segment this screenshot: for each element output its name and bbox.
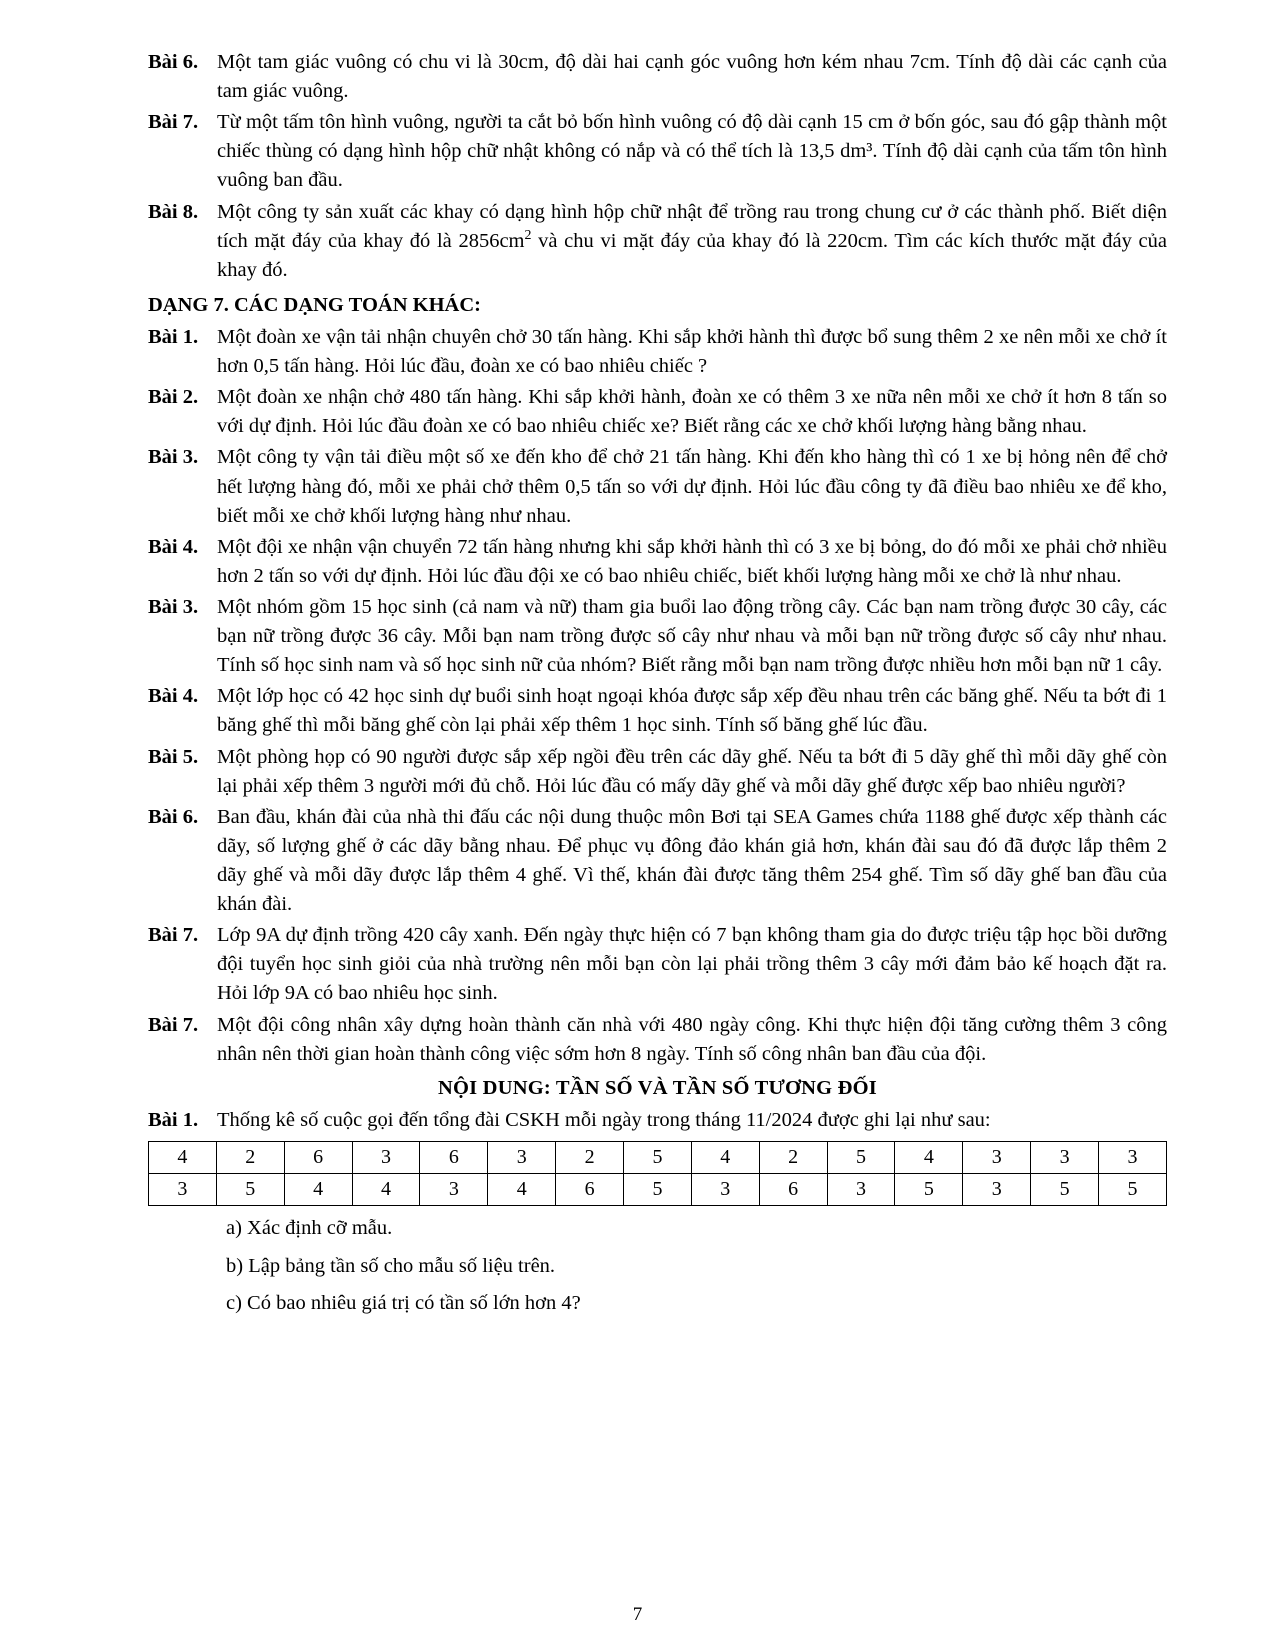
problem-label: Bài 5. xyxy=(148,745,199,768)
problem-item xyxy=(148,921,1167,1008)
problem-text: Thống kê số cuộc gọi đến tổng đài CSKH mỗi ngày trong tháng 11/2024 được ghi lại như sau: xyxy=(217,1108,991,1131)
problem-text: Từ một tấm tôn hình vuông, người ta cắt bỏ bốn hình vuông có độ dài cạnh 15 cm ở bốn góc, sau đó gập thành một chiếc thùng có dạng hình hộp chữ nhật không có nắp và có thể tích là 13,5 dm³. Tính độ dài cạnh của tấm tôn hình vuông ban đầu. xyxy=(217,111,1167,192)
table-cell: 4 xyxy=(284,1173,352,1205)
problem-text: Một đội công nhân xây dựng hoàn thành căn nhà với 480 ngày công. Khi thực hiện đội tăng cường thêm 3 công nhân nên thời gian hoàn thành công việc sớm hơn 8 ngày. Tính số công nhân ban đầu của đội. xyxy=(217,1013,1167,1065)
problem-label: Bài 8. xyxy=(148,200,199,223)
problem-label: Bài 6. xyxy=(148,805,199,828)
problem-text: Một đội xe nhận vận chuyển 72 tấn hàng nhưng khi sắp khởi hành thì có 3 xe bị bỏng, do đó mỗi xe phải chở nhiều hơn 2 tấn so với dự định. Hỏi lúc đầu đội xe có bao nhiêu chiếc, biết khối lượng hàng mỗi xe chở là như nhau. xyxy=(217,535,1167,587)
table-cell: 6 xyxy=(284,1141,352,1173)
table-cell: 5 xyxy=(895,1173,963,1205)
table-cell: 4 xyxy=(691,1141,759,1173)
problem-label: Bài 3. xyxy=(148,446,199,469)
problem-text-part: và chu vi mặt đáy của khay đó là 220cm. Tìm các kích thước mặt đáy của khay đó. xyxy=(217,229,1167,281)
problem-text: Một lớp học có 42 học sinh dự buổi sinh hoạt ngoại khóa được sắp xếp đều nhau trên các băng ghế. Nếu ta bớt đi 1 băng ghế thì mỗi băng ghế còn lại phải xếp thêm 1 học sinh. Tính số băng ghế lúc đầu. xyxy=(217,685,1167,737)
problem-item xyxy=(148,682,1167,740)
table-cell: 6 xyxy=(759,1173,827,1205)
table-cell: 6 xyxy=(556,1173,624,1205)
problem-text: Một đoàn xe vận tải nhận chuyên chở 30 tấn hàng. Khi sắp khởi hành thì được bổ sung thêm 2 xe nên mỗi xe chở ít hơn 0,5 tấn hàng. Hỏi lúc đầu, đoàn xe có bao nhiêu chiếc ? xyxy=(217,325,1167,378)
problem-label: Bài 4. xyxy=(148,685,199,708)
problem-label: Bài 7. xyxy=(148,111,199,134)
superscript: 2 xyxy=(524,227,532,243)
problem-item xyxy=(148,1106,1167,1135)
sub-question: c) Có bao nhiêu giá trị có tần số lớn hơn 4? xyxy=(226,1292,581,1315)
table-cell: 5 xyxy=(1031,1173,1099,1205)
table-cell: 3 xyxy=(149,1173,217,1205)
problem-item xyxy=(148,383,1167,441)
document-content xyxy=(148,48,1167,1319)
table-cell: 2 xyxy=(216,1141,284,1173)
table-cell: 3 xyxy=(827,1173,895,1205)
problem-text: Một tam giác vuông có chu vi là 30cm, độ dài hai cạnh góc vuông hơn kém nhau 7cm. Tính độ dài các cạnh của tam giác vuông. xyxy=(217,51,1167,103)
problem-item xyxy=(148,443,1167,530)
problem-text: Một đoàn xe nhận chở 480 tấn hàng. Khi sắp khởi hành, đoàn xe có thêm 3 xe nữa nên mỗi xe chở ít hơn 8 tấn so với dự định. Hỏi lúc đầu đoàn xe có bao nhiêu chiếc xe? Biết rằng các xe chở khối lượng hàng bằng nhau. xyxy=(217,386,1167,438)
problem-text-part: Một công ty sản xuất các khay có dạng hình hộp chữ nhật để trồng rau trong chung cư ở các thành phố. Biết diện tích mặt đáy của khay đó là 2856cm xyxy=(217,200,1167,252)
problem-item xyxy=(148,743,1167,801)
table-cell: 6 xyxy=(420,1141,488,1173)
problem-text: Một nhóm gồm 15 học sinh (cả nam và nữ) tham gia buổi lao động trồng cây. Các bạn nam trồng được 30 cây, các bạn nữ trồng được 36 cây. Mỗi bạn nam trồng được số cây như nhau và mỗi bạn nữ trồng được số cây như nhau. Tính số học sinh nam và số học sinh nữ của nhóm? Biết rằng mỗi bạn nam trồng được nhiều hơn mỗi bạn nữ 1 cây. xyxy=(217,595,1167,677)
table-cell: 3 xyxy=(963,1141,1031,1173)
problem-text: Lớp 9A dự định trồng 420 cây xanh. Đến ngày thực hiện có 7 bạn không tham gia do được triệu tập học bồi dưỡng đội tuyển học sinh giỏi của nhà trường nên mỗi bạn còn lại phải trồng thêm 3 cây mới đảm bảo kế hoạch đặt ra. Hỏi lớp 9A có bao nhiêu học sinh. xyxy=(217,924,1167,1005)
table-cell: 3 xyxy=(420,1173,488,1205)
problem-text xyxy=(217,198,1167,285)
problem-label: Bài 6. xyxy=(148,51,199,73)
table-cell: 4 xyxy=(895,1141,963,1173)
problem-item xyxy=(148,533,1167,591)
problem-item xyxy=(148,198,1167,285)
table-cell: 4 xyxy=(149,1141,217,1173)
problem-item xyxy=(148,803,1167,919)
table-cell: 5 xyxy=(216,1173,284,1205)
problem-text: Một công ty vận tải điều một số xe đến kho để chở 21 tấn hàng. Khi đến kho hàng thì có 1 xe bị hỏng nên để chở hết lượng hàng đó, mỗi xe phải chở thêm 0,5 tấn so với dự định. Hỏi lúc đầu công ty đã điều bao nhiêu xe để kho, biết mỗi xe chở khối lượng hàng như nhau. xyxy=(217,446,1167,527)
data-table xyxy=(148,1141,1167,1206)
table-cell: 3 xyxy=(488,1141,556,1173)
table-cell: 2 xyxy=(556,1141,624,1173)
problem-label: Bài 2. xyxy=(148,386,199,409)
section-heading: DẠNG 7. CÁC DẠNG TOÁN KHÁC: xyxy=(148,293,481,316)
problem-item xyxy=(148,323,1167,381)
problem-label: Bài 3. xyxy=(148,595,199,618)
table-cell: 3 xyxy=(1031,1141,1099,1173)
sub-question: a) Xác định cỡ mẫu. xyxy=(226,1216,393,1239)
problem-item xyxy=(148,593,1167,680)
content-heading: NỘI DUNG: TẦN SỐ VÀ TẦN SỐ TƯƠNG ĐỐI xyxy=(438,1076,877,1099)
problem-label: Bài 7. xyxy=(148,1013,199,1036)
table-cell: 4 xyxy=(352,1173,420,1205)
problem-item xyxy=(148,1011,1167,1069)
problem-label: Bài 7. xyxy=(148,924,199,947)
problem-label: Bài 1. xyxy=(148,325,199,348)
problem-text: Ban đầu, khán đài của nhà thi đấu các nội dung thuộc môn Bơi tại SEA Games chứa 1188 ghế được xếp thành các dãy, số lượng ghế ở các dãy bằng nhau. Để phục vụ đông đảo khán giả hơn, khán đài sau đó đã được lắp thêm 2 dãy ghế và mỗi dãy được lắp thêm 4 ghế. Vì thế, khán đài được tăng thêm 254 ghế. Tìm số dãy ghế ban đầu của khán đài. xyxy=(217,805,1167,916)
problem-text: Một phòng họp có 90 người được sắp xếp ngồi đều trên các dãy ghế. Nếu ta bớt đi 5 dãy ghế thì mỗi dãy ghế còn lại phải xếp thêm 3 người mới đủ chỗ. Hỏi lúc đầu có mấy dãy ghế và mỗi dãy ghế được xếp bao nhiêu người? xyxy=(217,745,1167,797)
table-row xyxy=(149,1141,1167,1173)
problem-label: Bài 4. xyxy=(148,535,199,558)
table-cell: 2 xyxy=(759,1141,827,1173)
problem-item xyxy=(148,48,1167,106)
table-cell: 3 xyxy=(1099,1141,1167,1173)
table-cell: 5 xyxy=(624,1173,692,1205)
problem-label: Bài 1. xyxy=(148,1108,199,1131)
problem-item xyxy=(148,108,1167,195)
table-cell: 4 xyxy=(488,1173,556,1205)
sub-question: b) Lập bảng tần số cho mẫu số liệu trên. xyxy=(226,1254,556,1277)
table-cell: 5 xyxy=(827,1141,895,1173)
table-cell: 3 xyxy=(963,1173,1031,1205)
table-row xyxy=(149,1173,1167,1205)
table-cell: 5 xyxy=(624,1141,692,1173)
table-cell: 3 xyxy=(352,1141,420,1173)
table-cell: 5 xyxy=(1099,1173,1167,1205)
page-number: 7 xyxy=(632,1604,643,1625)
table-cell: 3 xyxy=(691,1173,759,1205)
